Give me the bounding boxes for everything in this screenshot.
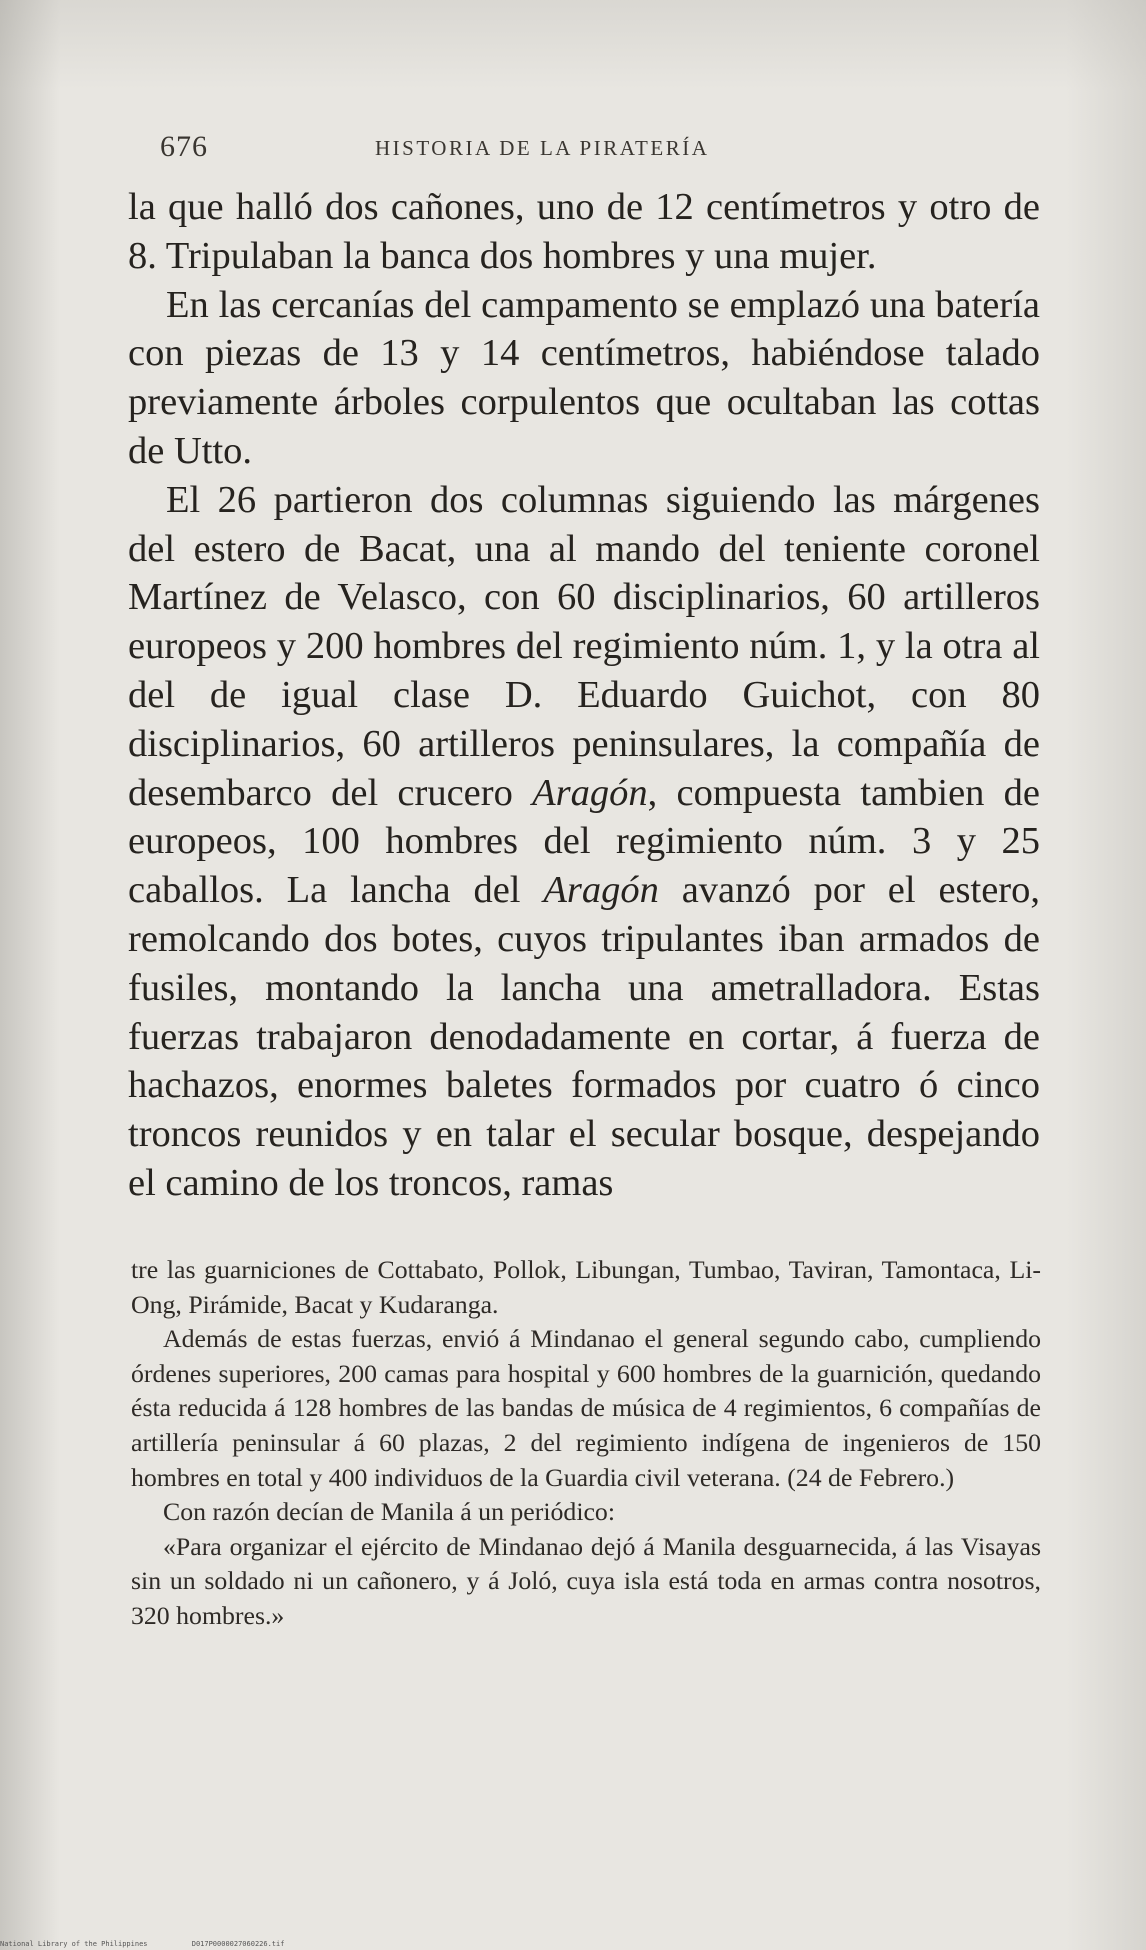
footnote-paragraph: Con razón decían de Manila á un periódico:	[163, 1497, 615, 1527]
paragraph-3-part-b: , compuesta tambien de europeos, 100 hombres del regimiento núm. 3 y 25 caballos. La lancha del	[128, 771, 1041, 912]
footnotes	[131, 1253, 1041, 1634]
scan-footer	[0, 1938, 1146, 1950]
library-credit: National Library of the Philippines	[0, 1940, 148, 1948]
ship-name-aragon: Aragón	[532, 771, 648, 814]
footnote-quote: «Para organizar el ejército de Mindanao dejó á Manila desguarnecida, á las Visayas sin un soldado ni un cañonero, y á Joló, cuya isla está toda en armas contra nosotros, 320 hombres.»	[131, 1531, 1041, 1630]
main-text	[128, 183, 1040, 1208]
paragraph-1: la que halló dos cañones, uno de 12 centímetros y otro de 8. Tripulaban la banca dos hombres y una mujer.	[128, 186, 1040, 277]
running-title: HISTORIA DE LA PIRATERÍA	[375, 136, 710, 160]
paragraph-3-part-c: avanzó por el estero, remolcando dos botes, cuyos tripulantes iban armados de fusiles, montando la lancha una ametralladora. Estas fuerzas trabajaron denodadamente en cortar, á fuerza de hachazos, enormes baletes formados por cuatro ó cinco troncos reunidos y en talar el secular bosque, despejando el camino de los troncos, ramas	[128, 869, 1040, 1204]
page-number: 676	[160, 130, 208, 163]
footnote-paragraph: Además de estas fuerzas, envió á Mindanao el general segundo cabo, cumpliendo órdenes superiores, 200 camas para hospital y 600 hombres de la guarnición, quedando ésta reducida á 128 hombres de las bandas de música de 4 regimientos, 6 compañías de artillería peninsular á 60 plazas, 2 del regimiento indígena de ingenieros de 150 hombres en total y 400 individuos de la Guardia civil veterana. (24 de Febrero.)	[131, 1324, 1041, 1492]
footnote-continuation: tre las guarniciones de Cottabato, Pollok, Libungan, Tumbao, Taviran, Tamontaca, Li-Ong, Pirámide, Bacat y Kudaranga.	[131, 1255, 1041, 1319]
file-id: D017P0000027060226.tif	[191, 1940, 285, 1948]
paragraph-3	[128, 476, 1040, 1208]
page-header	[160, 122, 1040, 162]
ship-name-aragon: Aragón	[543, 869, 659, 912]
paragraph-3-part-a: El 26 partieron dos columnas siguiendo las márgenes del estero de Bacat, una al mando del teniente coronel Martínez de Velasco, con 60 disciplinarios, 60 artilleros europeos y 200 hombres del regimiento núm. 1, y la otra al del de igual clase D. Eduardo Guichot, con 80 disciplinarios, 60 artilleros peninsulares, la compañía de desembarco del crucero	[128, 478, 1040, 814]
paragraph-2: En las cercanías del campamento se emplazó una batería con piezas de 13 y 14 centímetros, habiéndose talado previamente árboles corpulentos que ocultaban las cottas de Utto.	[128, 283, 1040, 472]
